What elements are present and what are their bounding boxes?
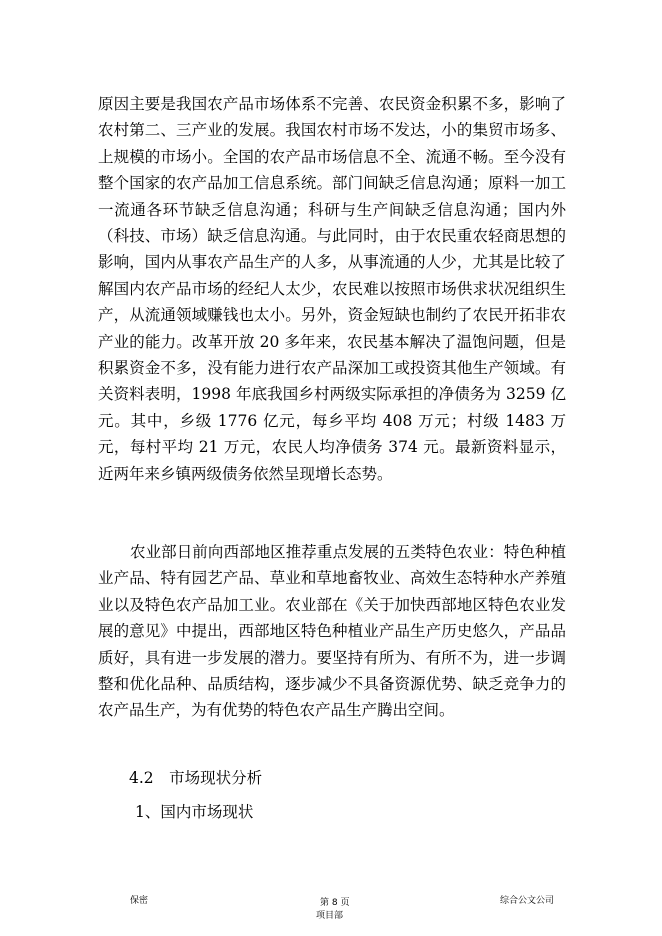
footer-company: 综合公文公司 (500, 896, 555, 906)
body-paragraph-2: 农业部日前向西部地区推荐重点发展的五类特色农业：特色种植业产品、特有园艺产品、草业和草地畜牧业、高效生态特种水产养殖业以及特色农产品加工业。农业部在《关于加快西部地区特色农业发展的意见》中提出，西部地区特色种植业产品生产历史悠久，产品品质好，具有进一步发展的潜力。要坚持有所为、有所不为，进一步调整和优化品种、品质结构，逐步减少不具备资源优势、缺乏竞争力的农产品生产，为有优势的特色农产品生产腾出空间。 (98, 543, 566, 720)
footer-confidential: 保密 (130, 896, 149, 906)
body-paragraph-1: 原因主要是我国农产品市场体系不完善、农民资金积累不多，影响了农村第二、三产业的发展。我国农村市场不发达，小的集贸市场多、上规模的市场小。全国的农产品市场信息不全、流通不畅。至今没有整个国家的农产品加工信息系统。部门间缺乏信息沟通；原料一加工一流通各环节缺乏信息沟通；科研与生产间缺乏信息沟通；国内外（科技、市场）缺乏信息沟通。与此同时，由于农民重农轻商思想的影响，国内从事农产品生产的人多，从事流通的人少，尤其是比较了解国内农产品市场的经纪人太少，农民难以按照市场供求状况组织生产，从流通领域赚钱也太小。另外，资金短缺也制约了农民开拓非农产业的能力。改革开放 20 多年来，农民基本解决了温饱问题，但是积累资金不多，没有能力进行农产品深加工或投资其他生产领域。有关资料表明，1998 年底我国乡村两级实际承担的净债务为 3259 亿元。其中，乡级 1776 亿元，每乡平均 408 万元；村级 1483 万元，每村平均 21 万元，农民人均净债务 374 元。最新资料显示，近两年来乡镇两级债务依然呈现增长态势。 (98, 95, 566, 483)
subsection-heading: 1、国内市场现状 (135, 803, 254, 821)
footer-page-number: 第 8 页 (320, 898, 350, 908)
section-heading: 4.2 市场现状分析 (129, 769, 263, 787)
footer-department: 项目部 (316, 911, 344, 921)
